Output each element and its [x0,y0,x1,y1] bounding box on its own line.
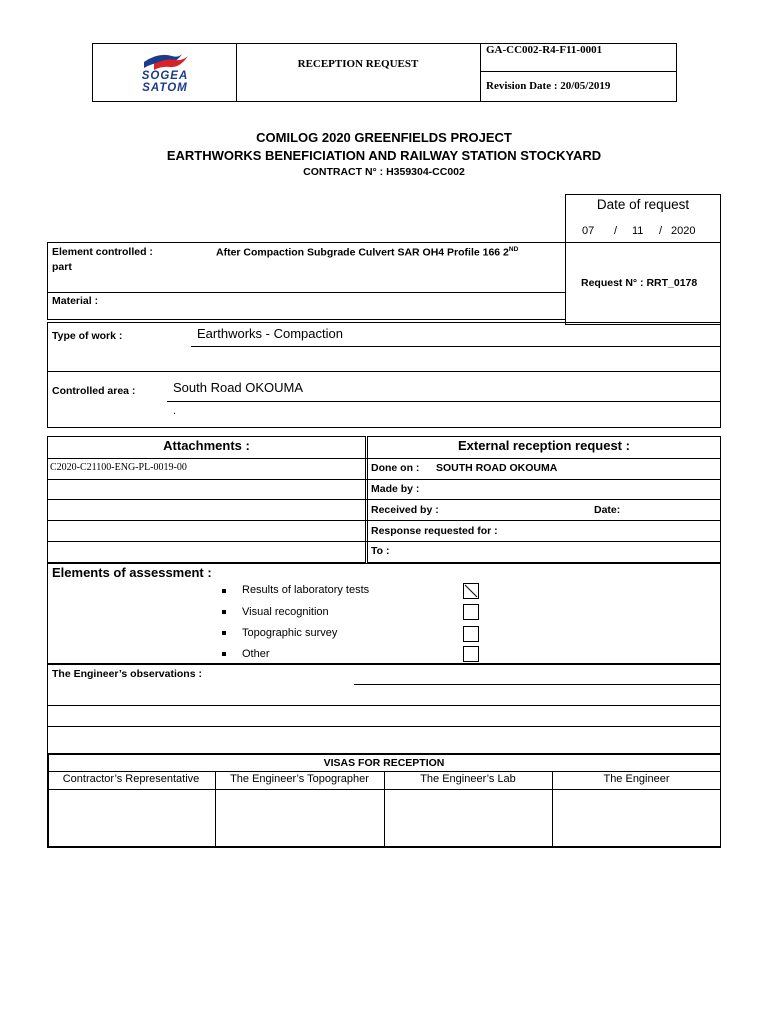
date-sep-2: / [659,225,663,237]
element-controlled-continuation: part [52,261,72,273]
work-area-divider-3 [167,401,721,402]
revision-date: Revision Date : 20/05/2019 [486,80,611,92]
work-area-divider-2 [47,371,721,372]
work-area-box [47,322,721,428]
date-of-request-label: Date of request [596,197,690,212]
material-label: Material : [52,295,99,307]
element-controlled-value [216,246,518,259]
checkbox-topographic[interactable] [463,626,479,642]
bullet-icon [222,631,226,635]
project-title-line2: EARTHWORKS BENEFICIATION AND RAILWAY STATION STOCKYARD [166,148,602,163]
logo-mark-icon [120,50,210,72]
section1-left [47,242,48,320]
element-material-divider [47,292,566,293]
contract-number: CONTRACT N° : H359304-CC002 [303,166,465,178]
observations-label: The Engineer’s observations : [52,668,202,680]
form-title: RECEPTION REQUEST [297,58,419,70]
assessment-item-lab-tests: Results of laboratory tests [242,584,370,596]
date-divider [565,242,721,243]
done-on-value: SOUTH ROAD OKOUMA [436,462,558,474]
attach-row-3 [47,499,721,500]
observations-line-1 [354,684,721,685]
visa-engineer-topographer: The Engineer’s Topographer [230,773,369,785]
visa-engineer-lab: The Engineer’s Lab [420,773,516,785]
document-code: GA-CC002-R4-F11-0001 [486,44,603,56]
date-sep-1: / [614,225,618,237]
bullet-icon [222,610,226,614]
visas-heading: VISAS FOR RECEPTION [323,757,445,769]
checkbox-visual[interactable] [463,604,479,620]
assessment-item-other: Other [242,648,270,660]
observations-line-2 [47,705,721,706]
date-day: 07 [582,225,595,237]
date-request-box [565,194,721,325]
element-controlled-text: After Compaction Subgrade Culvert SAR OH4 Profile 166 2 [216,246,509,259]
checkmark-icon [464,584,478,598]
section1-bottom [47,319,566,320]
controlled-area-label: Controlled area : [52,385,136,397]
checkbox-other[interactable] [463,646,479,662]
assessment-item-visual: Visual recognition [242,606,329,618]
made-by-label: Made by : [371,483,420,495]
assessment-item-topographic: Topographic survey [242,627,338,639]
response-requested-label: Response requested for : [371,525,498,537]
controlled-area-dot: . [173,405,177,417]
attachment-item: C2020-C21100-ENG-PL-0019-00 [50,462,187,473]
observations-line-3 [47,726,721,727]
attach-row-5 [47,541,721,542]
attach-row-2 [47,479,721,480]
type-of-work-value: Earthworks - Compaction [197,326,343,341]
checkbox-lab-tests[interactable] [463,583,479,599]
bullet-icon [222,589,226,593]
attach-row-4 [47,520,721,521]
work-area-divider-1 [191,346,721,347]
header-divider-3 [480,71,677,72]
visa-contractor-rep: Contractor’s Representative [62,773,200,785]
request-number: Request N° : RRT_0178 [581,277,698,289]
sogea-satom-logo [120,50,210,98]
project-title-line1: COMILOG 2020 GREENFIELDS PROJECT [256,130,512,145]
date-month: 11 [632,225,644,237]
type-of-work-label: Type of work : [52,330,123,342]
element-controlled-label: Element controlled : [52,246,153,258]
received-date-label: Date: [594,504,621,516]
assessment-heading: Elements of assessment : [52,565,212,580]
logo-text-sogea: SOGEA [141,70,189,82]
date-year: 2020 [671,225,696,237]
bullet-icon [222,652,226,656]
header-divider-2 [480,43,481,102]
logo-text-satom: SATOM [142,82,188,94]
section1-top [47,242,566,243]
visa-engineer: The Engineer [603,773,670,785]
done-on-label: Done on : [371,462,420,474]
attach-row-1 [47,458,721,459]
external-request-heading: External reception request : [458,438,630,453]
attachments-heading: Attachments : [163,438,250,453]
header-divider-1 [236,43,237,102]
controlled-area-value: South Road OKOUMA [173,380,304,395]
received-by-label: Received by : [371,504,439,516]
element-controlled-sup: ND [508,246,519,253]
to-label: To : [371,545,390,557]
